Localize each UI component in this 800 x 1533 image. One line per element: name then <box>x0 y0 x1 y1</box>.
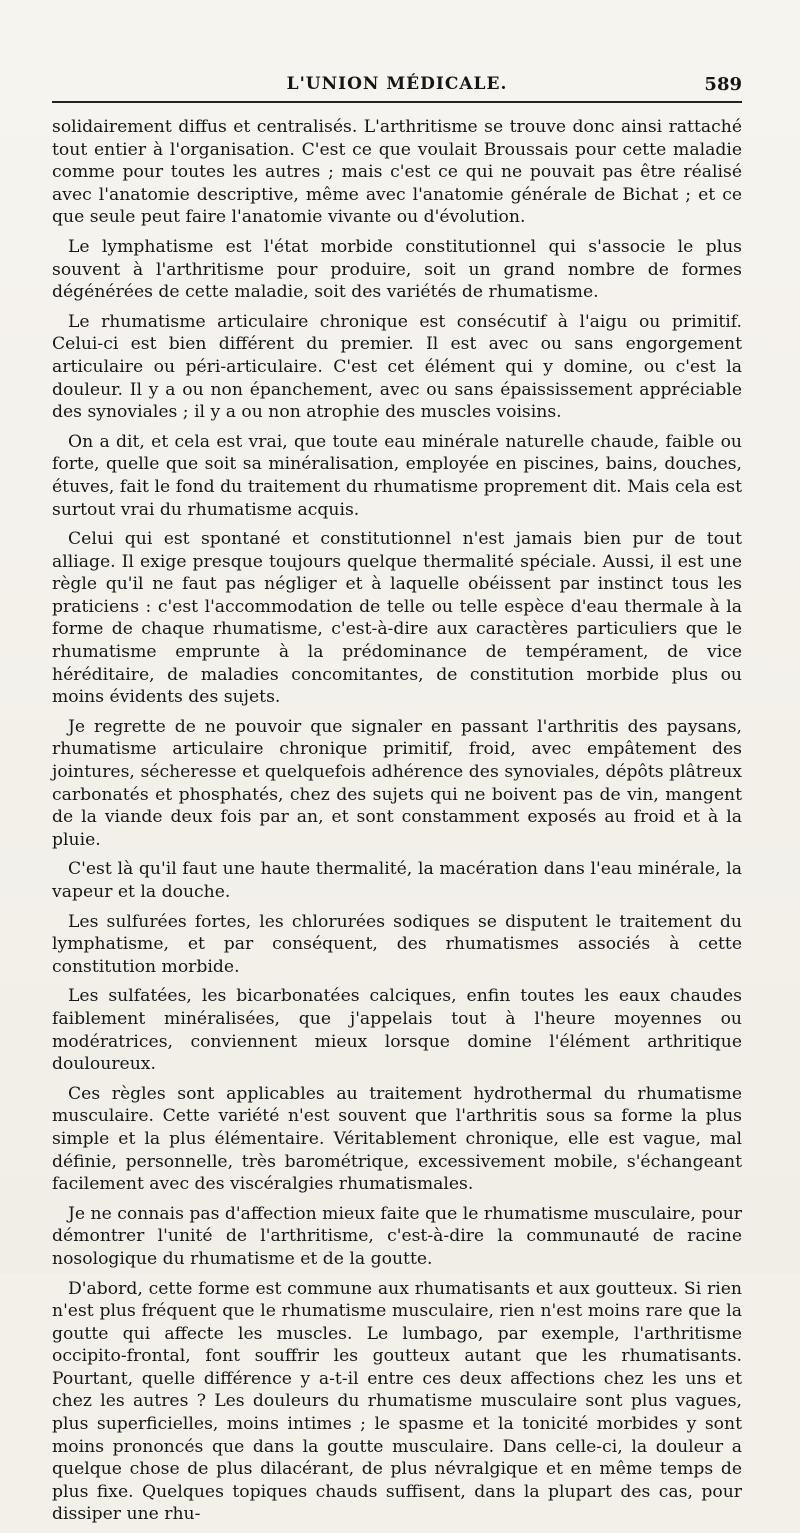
paragraph: Je regrette de ne pouvoir que signaler en passant l'arthritis des paysans, rhumatisme articulaire chronique primitif, froid, avec empâtement des jointures, sécheresse et quelquefois adhérence des synoviales, dépôts plâtreux carbonatés et phosphatés, chez des sujets qui ne boivent pas de vin, mangent de la viande deux fois par an, et sont constamment exposés au froid et à la pluie. <box>52 716 742 850</box>
paragraph: On a dit, et cela est vrai, que toute eau minérale naturelle chaude, faible ou forte, quelle que soit sa minéralisation, employée en piscines, bains, douches, étuves, fait le fond du traitement du rhumatisme proprement dit. Mais cela est surtout vrai du rhumatisme acquis. <box>52 431 742 520</box>
paragraph: C'est là qu'il faut une haute thermalité, la macération dans l'eau minérale, la vapeur et la douche. <box>52 859 742 902</box>
paragraph: solidairement diffus et centralisés. L'arthritisme se trouve donc ainsi rattaché tout entier à l'organisation. C'est ce que voulait Broussais pour cette maladie comme pour toutes les autres ; mais c'est ce qui ne pouvait pas être réalisé avec l'anatomie descriptive, même avec l'anatomie générale de Bichat ; et ce que seule peut faire l'anatomie vivante ou d'évolution. <box>52 117 742 228</box>
paragraph: Le rhumatisme articulaire chronique est consécutif à l'aigu ou primitif. Celui-ci est bien différent du premier. Il est avec ou sans engorgement articulaire ou péri-articulaire. C'est cet élément qui y domine, ou c'est la douleur. Il y a ou non épanchement, avec ou sans épaississement appréciable des synoviales ; il y a ou non atrophie des muscles voisins. <box>52 311 742 423</box>
paragraph: Les sulfurées fortes, les chlorurées sodiques se disputent le traitement du lymphatisme, et par conséquent, des rhumatismes associés à cette constitution morbide. <box>52 911 742 977</box>
paragraph: Celui qui est spontané et constitutionnel n'est jamais bien pur de tout alliage. Il exige presque toujours quelque thermalité spéciale. Aussi, il est une règle qu'il ne faut pas négliger et à laquelle obéissent par instinct tous les praticiens : c'est l'accommodation de telle ou telle espèce d'eau thermale à la forme de chaque rhumatisme, c'est-à-dire aux caractères particuliers que le rhumatisme emprunte à la prédominance de tempérament, de vice héréditaire, de maladies concomitantes, de constitution morbide plus ou moins évidents des sujets. <box>52 529 742 708</box>
header-rule <box>52 101 742 103</box>
page-header <box>52 74 742 98</box>
paragraph: Ces règles sont applicables au traitement hydrothermal du rhumatisme musculaire. Cette variété n'est souvent que l'arthritis sous sa forme la plus simple et la plus élémentaire. Véritablement chronique, elle est vague, mal définie, personnelle, très barométrique, excessivement mobile, s'échangeant facilement avec des viscéralgies rhumatismales. <box>52 1083 742 1195</box>
paragraph: D'abord, cette forme est commune aux rhumatisants et aux goutteux. Si rien n'est plus fréquent que le rhumatisme musculaire, rien n'est moins rare que la goutte qui affecte les muscles. Le lumbago, par exemple, l'arthritisme occipito-frontal, font souffrir les goutteux autant que les rhumatisants. Pourtant, quelle différence y a-t-il entre ces deux affections chez les uns et chez les autres ? Les douleurs du rhumatisme musculaire sont plus vagues, plus superficielles, moins intimes ; le spasme et la tonicité morbides y sont moins prononcés que dans la goutte musculaire. Dans celle-ci, la douleur a quelque chose de plus dilacérant, de plus névralgique et en même temps de plus fixe. Quelques topiques chauds suffisent, dans la plupart des cas, pour dissiper une rhu- <box>52 1278 742 1525</box>
article-body <box>52 116 742 1533</box>
paragraph: Les sulfatées, les bicarbonatées calciques, enfin toutes les eaux chaudes faiblement minéralisées, que j'appelais tout à l'heure moyennes ou modératrices, conviennent mieux lorsque domine l'élément arthritique douloureux. <box>52 986 742 1075</box>
paragraph: Le lymphatisme est l'état morbide constitutionnel qui s'associe le plus souvent à l'arthritisme pour produire, soit un grand nombre de formes dégénérées de cette maladie, soit des variétés de rhumatisme. <box>52 236 742 303</box>
paragraph: Je ne connais pas d'affection mieux faite que le rhumatisme musculaire, pour démontrer l'unité de l'arthritisme, c'est-à-dire la communauté de racine nosologique du rhumatisme et de la goutte. <box>52 1203 742 1269</box>
page-number: 589 <box>704 74 742 95</box>
running-title: L'UNION MÉDICALE. <box>286 74 508 94</box>
